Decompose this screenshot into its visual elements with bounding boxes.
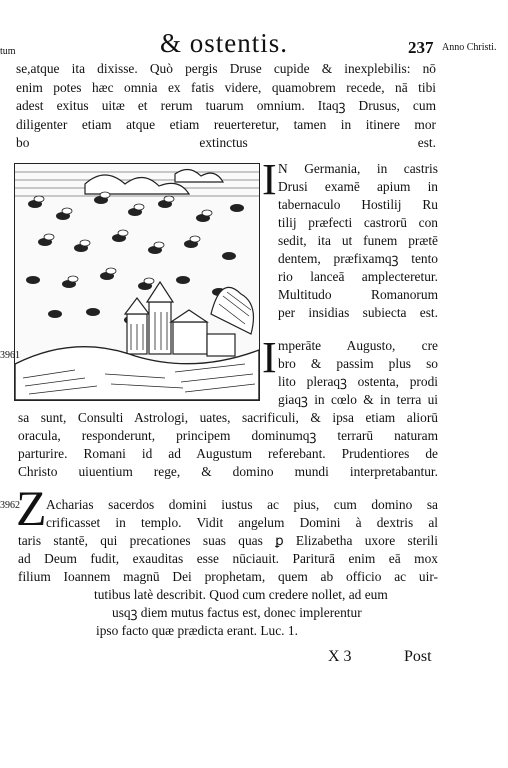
- text-line: taris stantē, qui precationes suas quas ꝑ Elizabetha uxore sterili: [18, 533, 438, 548]
- margin-note-anno-christi: Anno Christi.: [442, 42, 497, 53]
- text-line: se,atque ita dixisse. Quò pergis Druse cupide & inexplebilis: nō: [16, 61, 436, 76]
- text-line: N Germania, in castris: [278, 161, 438, 176]
- text-line: rio lanceā amplecteretur.: [278, 269, 438, 284]
- text-line: usqꝫ diem mutus factus est, donec implerentur: [112, 605, 362, 620]
- text-line: tilij præfecti castrorū con: [278, 215, 438, 230]
- text-line: Acharias sacerdos domini iustus ac pius, cum domino sa: [46, 497, 438, 512]
- dropcap-i-1: I: [262, 155, 277, 204]
- text-line: lito pleraqꝫ ostenta, prodi: [278, 374, 438, 389]
- text-line: oracula, responderunt, principem dominumqꝫ terrarū naturam: [18, 428, 438, 443]
- text-line: parturire. Romani id ad Augustum referebant. Prudentiores de: [18, 446, 438, 461]
- text-line: Christo uiuentium rege, & domino mundi interpretabantur.: [18, 464, 438, 479]
- text-line: Drusi examē apium in: [278, 179, 438, 194]
- page-number: 237: [408, 38, 434, 57]
- catchword: Post: [404, 648, 432, 665]
- signature-mark: X 3: [328, 648, 352, 665]
- running-header-title: & ostentis.: [160, 28, 289, 58]
- text-line: dentem, præfixamqꝫ tento: [278, 251, 438, 266]
- text-line: filium Ioannem magnū Dei prophetam, quem ab officio ac uir-: [18, 569, 438, 584]
- text-line: ad Deum fudit, exauditas esse nūciauit. Pariturā enim eā mox: [18, 551, 438, 566]
- text-line: bo extinctus est.: [16, 135, 436, 150]
- text-line: tabernaculo Hostilij Ru: [278, 197, 438, 212]
- text-line: Multitudo Romanorum: [278, 287, 438, 302]
- dropcap-z: Z: [16, 480, 47, 536]
- text-line: per insidias subiecta est.: [278, 305, 438, 320]
- text-line: giaqꝫ in cœlo & in terra ui: [278, 392, 438, 407]
- text-line: bro & passim plus so: [278, 356, 438, 371]
- text-line: sa sunt, Consulti Astrologi, uates, sacrificuli, & ipsa etiam aliorū: [18, 410, 438, 425]
- text-line: mperāte Augusto, cre: [278, 338, 438, 353]
- text-line: sedit, ita ut funem prætē: [278, 233, 438, 248]
- text-line: enim potes hæc omnia ex fatis videre, quamobrem recede, nā tibi: [16, 79, 436, 95]
- text-line: adest exitus uitæ et rerum tuarum omnium. Itaqꝫ Drusus, cum: [16, 98, 436, 113]
- text-line: ipso facto quæ prædicta erant. Luc. 1.: [96, 623, 298, 638]
- text-line: tutibus latè describit. Quod cum credere nollet, ad eum: [94, 587, 388, 602]
- text-line: diligenter etiam atque etiam reuerteretur, tamen in itinere mor: [16, 116, 436, 132]
- dropcap-i-2: I: [262, 333, 277, 382]
- woodcut-illustration: [14, 163, 260, 401]
- text-line: crificasset in templo. Vidit angelum Domini à dextris al: [46, 515, 438, 530]
- margin-year-3961: 3961: [0, 350, 20, 361]
- margin-fragment-left: tum: [0, 46, 16, 57]
- margin-year-3962: 3962: [0, 500, 20, 511]
